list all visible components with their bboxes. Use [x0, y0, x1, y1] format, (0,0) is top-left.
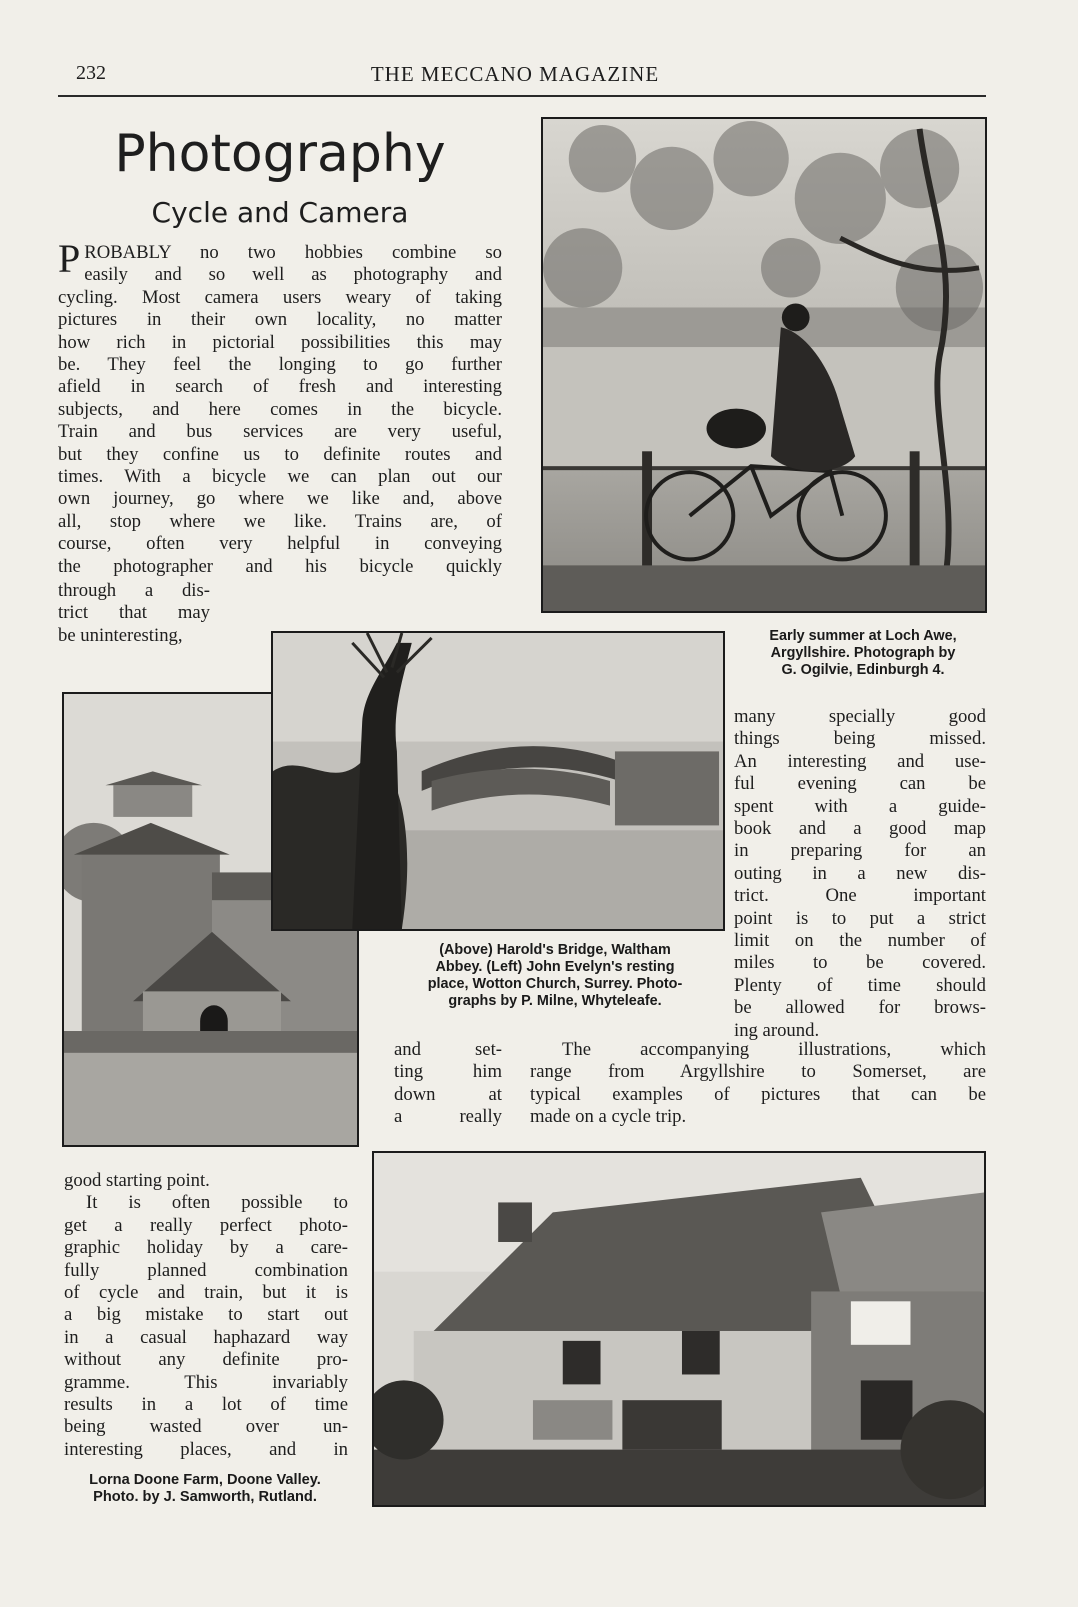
text-line: outing in a new dis- — [734, 862, 986, 884]
right-column-text — [734, 706, 986, 1042]
text-line: It is often possible to — [86, 1192, 348, 1214]
photo-harolds-bridge — [271, 631, 725, 931]
photo-lorna-doone-farm — [372, 1151, 986, 1507]
text-line: pictures in their own locality, no matter — [58, 309, 502, 331]
caption-line: (Above) Harold's Bridge, Waltham — [439, 942, 671, 958]
caption-line: Argyllshire. Photograph by — [770, 645, 956, 661]
text-line: point is to put a strict — [734, 907, 986, 929]
text-line: interesting places, and in — [64, 1438, 348, 1460]
page-number: 232 — [76, 62, 106, 84]
text-line: ROBABLY no two hobbies combine so — [84, 242, 502, 263]
drop-cap: P — [58, 236, 81, 281]
text-line: all, stop where we like. Trains are, of — [58, 510, 502, 532]
text-line: graphic holiday by a care- — [64, 1237, 348, 1259]
header-rule — [58, 95, 986, 97]
text-line: own journey, go where we like and, above — [58, 488, 502, 510]
left-lower-text — [64, 1170, 348, 1461]
text-line: made on a cycle trip. — [530, 1106, 687, 1128]
text-line: limit on the number of — [734, 930, 986, 952]
text-line: good starting point. — [64, 1170, 210, 1191]
text-line: but they confine us to definite routes and — [58, 443, 502, 465]
running-head: THE MECCANO MAGAZINE — [370, 62, 660, 86]
text-line: results in a lot of time — [64, 1394, 348, 1416]
text-line: being wasted over un- — [64, 1416, 348, 1438]
text-line: ting him — [394, 1061, 502, 1083]
caption-line: Abbey. (Left) John Evelyn's resting — [435, 959, 675, 975]
closing-paragraph — [530, 1039, 986, 1129]
caption-loch-awe — [740, 628, 986, 679]
intro-text-narrow — [58, 580, 210, 647]
text-line: typical examples of pictures that can be — [530, 1083, 986, 1105]
text-line: fully planned combination — [64, 1259, 348, 1281]
text-line: how rich in pictorial possibilities this may — [58, 331, 502, 353]
photo-loch-awe — [541, 117, 987, 613]
text-line: spent with a guide- — [734, 795, 986, 817]
text-line: afield in search of fresh and interesting — [58, 376, 502, 398]
caption-line: Photo. by J. Samworth, Rutland. — [93, 1489, 317, 1505]
text-line: of cycle and train, but it is — [64, 1282, 348, 1304]
text-line: ing around. — [734, 1019, 820, 1041]
text-line: ful evening can be — [734, 773, 986, 795]
text-line: in preparing for an — [734, 840, 986, 862]
text-line: An interesting and use- — [734, 750, 986, 772]
caption-line: Early summer at Loch Awe, — [769, 628, 957, 644]
text-line: and set- — [394, 1039, 502, 1060]
text-line: gramme. This invariably — [64, 1371, 348, 1393]
text-line: down at — [394, 1083, 502, 1105]
text-line: be uninteresting, — [58, 624, 183, 646]
caption-line: graphs by P. Milne, Whyteleafe. — [448, 993, 662, 1009]
text-line: the photographer and his bicycle quickly — [58, 555, 502, 577]
text-line: in a casual haphazard way — [64, 1326, 348, 1348]
text-line: be. They feel the longing to go further — [58, 354, 502, 376]
caption-line: G. Ogilvie, Edinburgh 4. — [781, 662, 945, 678]
text-line: cycling. Most camera users weary of taking — [58, 286, 502, 308]
caption-bridge-church — [390, 942, 720, 1010]
text-line: book and a good map — [734, 818, 986, 840]
intro-text — [58, 236, 502, 578]
text-line: trict. One important — [734, 885, 986, 907]
text-line: Train and bus services are very useful, — [58, 421, 502, 443]
text-line: times. With a bicycle we can plan out our — [58, 466, 502, 488]
text-line: a really — [394, 1106, 502, 1128]
article-title: Photography — [114, 124, 446, 184]
text-line: get a really perfect photo- — [64, 1214, 348, 1236]
text-line: The accompanying illustrations, which — [562, 1039, 986, 1060]
text-line: a big mistake to start out — [64, 1304, 348, 1326]
text-line: subjects, and here comes in the bicycle. — [58, 398, 502, 420]
text-line: things being missed. — [734, 728, 986, 750]
text-line: be allowed for brows- — [734, 997, 986, 1019]
caption-line: place, Wotton Church, Surrey. Photo- — [427, 976, 683, 992]
text-line: easily and so well as photography and — [84, 264, 502, 286]
text-line: course, often very helpful in conveying — [58, 533, 502, 555]
text-line: range from Argyllshire to Somerset, are — [530, 1061, 986, 1083]
text-line: miles to be covered. — [734, 952, 986, 974]
text-line: trict that may — [58, 602, 210, 624]
text-line: Plenty of time should — [734, 974, 986, 996]
middle-column-text — [394, 1039, 502, 1129]
text-line: without any definite pro- — [64, 1349, 348, 1371]
text-line: many specially good — [734, 706, 986, 727]
caption-line: Lorna Doone Farm, Doone Valley. — [89, 1472, 321, 1488]
text-line: through a dis- — [58, 580, 210, 601]
article-subtitle: Cycle and Camera — [151, 196, 409, 229]
caption-farm — [56, 1472, 354, 1506]
